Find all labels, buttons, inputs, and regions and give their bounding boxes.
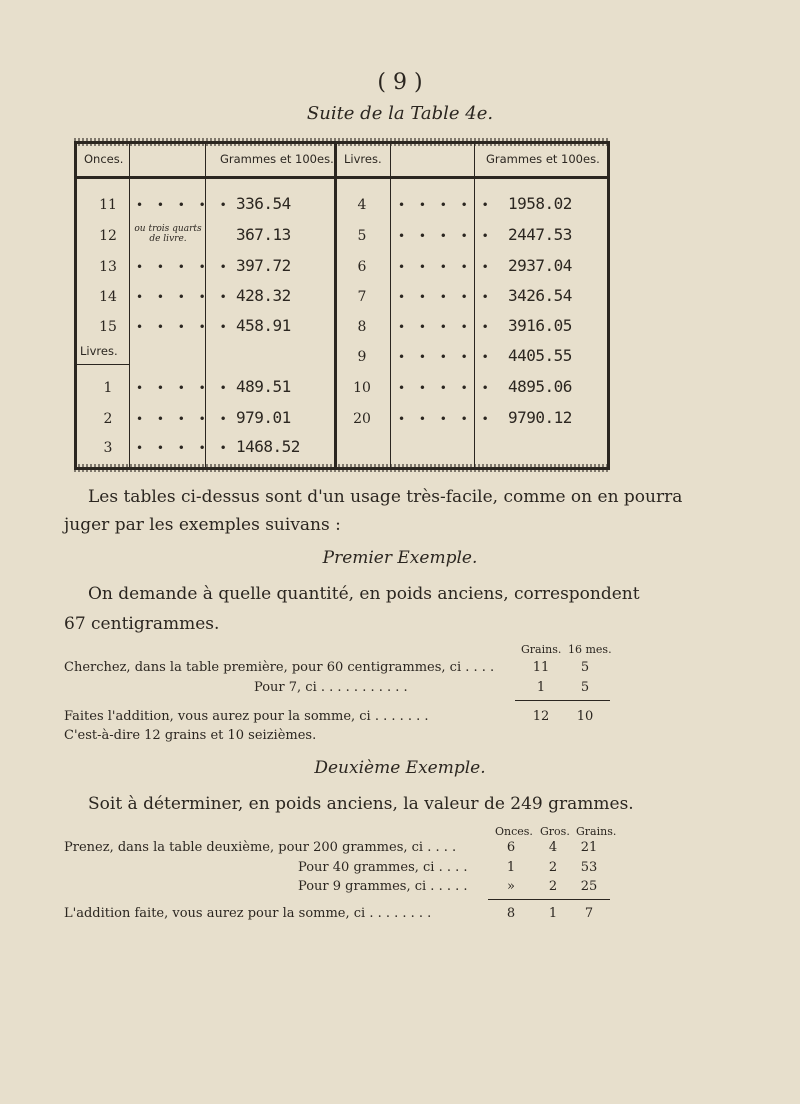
example2-row3: Pour 9 grammes, ci . . . . . — [298, 879, 468, 894]
leader-dots: • • • • • — [136, 320, 232, 334]
leader-dots: • • • • • — [136, 412, 232, 426]
col-gros: Gros. — [540, 825, 570, 838]
sum-rule — [515, 700, 610, 701]
leader-dots: • • • • • — [136, 381, 232, 395]
left-index: 12 — [99, 228, 117, 244]
example2-question: Soit à déterminer, en poids anciens, la valeur de 249 grammes. — [88, 794, 634, 814]
example1-row3-mes: 10 — [576, 709, 594, 724]
sum-rule — [488, 899, 610, 900]
example2-row3-gros: 2 — [548, 879, 558, 894]
example2-row1-onces: 6 — [506, 840, 516, 855]
example2-row1-gros: 4 — [548, 840, 558, 855]
table-header-rule — [77, 176, 607, 179]
right-value: 2937.04 — [508, 256, 572, 275]
right-index: 5 — [357, 228, 367, 244]
leader-dots: • • • • • — [398, 260, 494, 274]
leader-dots: • • • • • — [398, 229, 494, 243]
example1-row1: Cherchez, dans la table première, pour 60 centigrammes, ci . . . . — [64, 660, 495, 675]
example2-row2-grains: 53 — [580, 860, 598, 875]
example1-row3: Faites l'addition, vous aurez pour la somme, ci . . . . . . . — [64, 709, 429, 724]
col-grains: Grains. — [576, 825, 617, 838]
example2-row4-onces: 8 — [506, 906, 516, 921]
example2-row2-onces: 1 — [506, 860, 516, 875]
right-index: 10 — [353, 380, 371, 396]
example1-row2: Pour 7, ci . . . . . . . . . . . — [254, 680, 408, 695]
col-onces: Onces. — [495, 825, 533, 838]
header-livres: Livres. — [344, 152, 382, 166]
header-onces: Onces. — [84, 152, 124, 166]
example1-question-1: On demande à quelle quantité, en poids anciens, correspondent — [88, 584, 640, 604]
example2-row4-gros: 1 — [548, 906, 558, 921]
right-value: 2447.53 — [508, 225, 572, 244]
left-index: 14 — [99, 289, 117, 305]
example2-row3-grains: 25 — [580, 879, 598, 894]
left-value: 428.32 — [236, 286, 291, 305]
right-value: 3426.54 — [508, 286, 572, 305]
leader-dots: • • • • • — [398, 198, 494, 212]
example2-row4: L'addition faite, vous aurez pour la somme, ci . . . . . . . . — [64, 906, 432, 921]
left-value: 367.13 — [236, 225, 291, 244]
right-value: 1958.02 — [508, 194, 572, 213]
leader-dots: • • • • • — [136, 290, 232, 304]
leader-dots: • • • • • — [398, 412, 494, 426]
example2-row2-gros: 2 — [548, 860, 558, 875]
right-value: 3916.05 — [508, 316, 572, 335]
leader-dots: • • • • • — [136, 260, 232, 274]
right-index: 4 — [357, 197, 367, 213]
table-title: Suite de la Table 4e. — [306, 103, 494, 124]
right-value: 4405.55 — [508, 346, 572, 365]
right-index: 8 — [357, 319, 367, 335]
example1-conclusion: C'est-à-dire 12 grains et 10 seizièmes. — [64, 728, 317, 743]
left-index: 2 — [103, 411, 113, 427]
example2-row1-grains: 21 — [580, 840, 598, 855]
left-value: 1468.52 — [236, 437, 300, 456]
right-index: 20 — [353, 411, 371, 427]
left-value: 458.91 — [236, 316, 291, 335]
left-value: 397.72 — [236, 256, 291, 275]
header-grammes: Grammes et 100es. — [220, 152, 334, 166]
leader-dots: • • • • • — [398, 350, 494, 364]
leader-dots: • • • • • — [136, 441, 232, 455]
page-number: ( 9 ) — [377, 70, 423, 95]
example1-row3-grains: 12 — [532, 709, 550, 724]
note-trois-quarts: ou trois quarts de livre. — [134, 224, 202, 244]
col-mes: 16 mes. — [568, 643, 612, 656]
leader-dots: • • • • • — [398, 381, 494, 395]
example2-heading: Deuxième Exemple. — [314, 758, 486, 778]
example2-row2: Pour 40 grammes, ci . . . . — [298, 860, 468, 875]
leader-dots: • • • • • — [136, 198, 232, 212]
left-index: 11 — [99, 197, 117, 213]
intro-line-1: Les tables ci-dessus sont d'un usage très-facile, comme on en pourra — [88, 487, 683, 507]
example1-row2-grains: 1 — [536, 680, 546, 695]
table-vline — [390, 144, 391, 467]
left-index: 3 — [103, 440, 113, 456]
leader-dots: • • • • • — [398, 320, 494, 334]
col-grains: Grains. — [521, 643, 562, 656]
right-index: 9 — [357, 349, 367, 365]
left-index: 1 — [103, 380, 113, 396]
header-grammes-right: Grammes et 100es. — [486, 152, 600, 166]
livres-subheader: Livres. — [80, 344, 118, 358]
right-index: 7 — [357, 289, 367, 305]
right-value: 4895.06 — [508, 377, 572, 396]
table-bottom-border — [74, 464, 610, 472]
left-index: 15 — [99, 319, 117, 335]
right-index: 6 — [357, 259, 367, 275]
example1-row1-mes: 5 — [580, 660, 590, 675]
example1-row2-mes: 5 — [580, 680, 590, 695]
livres-rule — [77, 364, 129, 365]
leader-dots: • • • • • — [398, 290, 494, 304]
example2-row3-onces: » — [507, 879, 515, 894]
right-value: 9790.12 — [508, 408, 572, 427]
example1-row1-grains: 11 — [532, 660, 550, 675]
left-value: 336.54 — [236, 194, 291, 213]
example2-row4-grains: 7 — [584, 906, 594, 921]
example1-heading: Premier Exemple. — [322, 548, 478, 568]
left-value: 489.51 — [236, 377, 291, 396]
intro-line-2: juger par les exemples suivans : — [64, 515, 341, 535]
example1-question-2: 67 centigrammes. — [64, 614, 220, 634]
left-index: 13 — [99, 259, 117, 275]
example2-row1: Prenez, dans la table deuxième, pour 200 grammes, ci . . . . — [64, 840, 457, 855]
left-value: 979.01 — [236, 408, 291, 427]
table-vline — [129, 144, 130, 467]
